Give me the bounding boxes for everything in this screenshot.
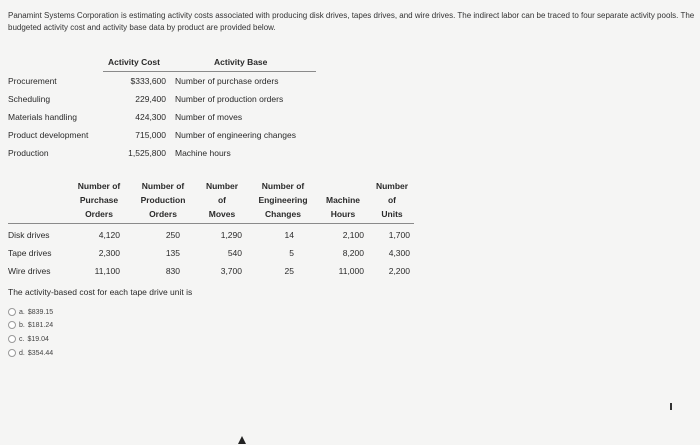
radio-button[interactable] [8,349,16,357]
activity-cost: $333,600 [130,76,166,86]
activity-base: Number of moves [175,112,243,122]
cell-units: 2,200 [388,266,410,276]
cell-machine-hours: 8,200 [342,248,364,258]
cell-production-orders: 830 [165,266,180,276]
activity-base: Number of purchase orders [175,76,279,86]
activity-label: Materials handling [8,112,77,122]
header-activity-base: Activity Base [214,57,268,67]
cell-moves: 3,700 [220,266,242,276]
option-text: $839.15 [27,308,54,316]
option-letter: d. [19,349,25,357]
activity-base: Machine hours [175,148,231,158]
radio-button[interactable] [8,335,16,343]
cell-units: 4,300 [388,248,410,258]
header-engineering-changes: Number of Engineering Changes [258,181,308,219]
header-units: Number of Units [375,181,409,219]
cell-engineering-changes: 14 [284,230,294,240]
header-activity-cost: Activity Cost [108,57,160,67]
option-d[interactable] [8,349,53,357]
activity-label: Scheduling [8,94,51,104]
activity-cost: 715,000 [135,130,166,140]
activity-base: Number of production orders [175,94,284,104]
cell-moves: 1,290 [220,230,242,240]
activity-label: Production [8,148,49,158]
option-text: $354.44 [27,349,54,357]
activity-cost: 424,300 [135,112,166,122]
mouse-pointer-icon [238,436,246,444]
cell-purchase-orders: 4,120 [98,230,120,240]
option-letter: c. [19,335,25,343]
option-text: $181.24 [27,321,54,329]
radio-button[interactable] [8,308,16,316]
cell-machine-hours: 2,100 [342,230,364,240]
cell-purchase-orders: 2,300 [98,248,120,258]
header-moves: Number of Moves [205,181,239,219]
header-purchase-orders: Number of Purchase Orders [77,181,121,219]
product-label: Disk drives [8,230,50,240]
question-text: The activity-based cost for each tape drive unit is [8,287,193,297]
intro-paragraph: Panamint Systems Corporation is estimating activity costs associated with producing disk drives, tapes drives, and wire drives. The indirect labor can be traced to four separate activity pools. The budgeted activity cost and activity base data by product are provided below. [8,11,695,32]
table2-header-rule [8,223,414,224]
cell-engineering-changes: 25 [284,266,294,276]
cell-production-orders: 250 [165,230,180,240]
activity-cost: 229,400 [135,94,166,104]
option-b[interactable] [8,321,53,329]
cell-units: 1,700 [388,230,410,240]
cell-production-orders: 135 [165,248,180,258]
header-machine-hours: Machine Hours [325,195,360,219]
product-label: Tape drives [8,248,52,258]
option-letter: a. [19,308,25,316]
cell-engineering-changes: 5 [289,248,294,258]
activity-cost: 1,525,800 [128,148,166,158]
radio-button[interactable] [8,321,16,329]
header-production-orders: Number of Production Orders [140,181,186,219]
option-letter: b. [19,321,25,329]
cell-purchase-orders: 11,100 [94,266,120,276]
product-label: Wire drives [8,266,51,276]
activity-label: Product development [8,130,89,140]
option-a[interactable] [8,308,53,316]
table1-header-rule [103,71,316,72]
activity-label: Procurement [8,76,57,86]
cell-moves: 540 [227,248,242,258]
option-c[interactable] [8,335,49,343]
option-text: $19.04 [27,335,49,343]
cell-machine-hours: 11,000 [338,266,364,276]
activity-base: Number of engineering changes [175,130,296,140]
text-cursor-icon [670,403,672,410]
